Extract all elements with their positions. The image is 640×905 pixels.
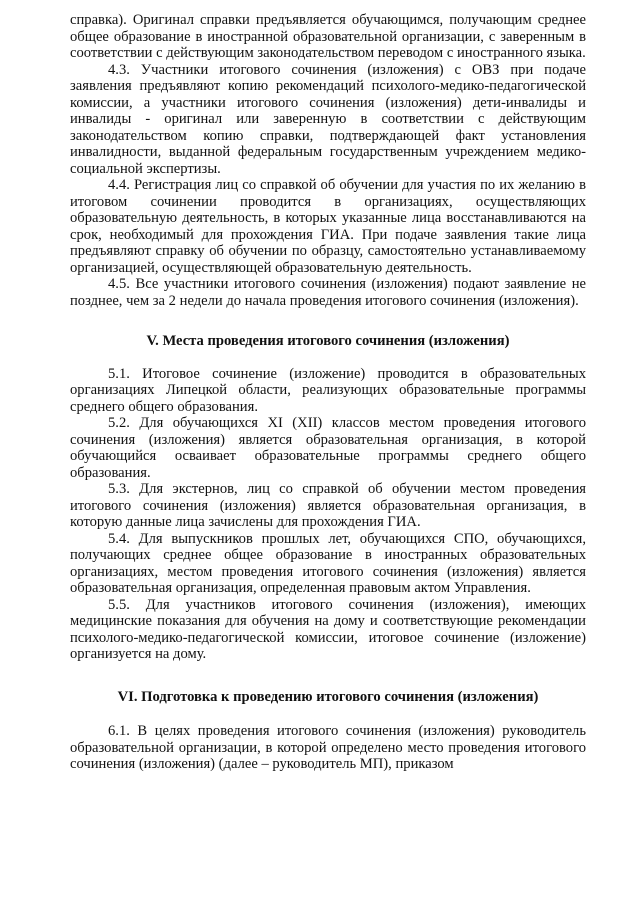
paragraph-4-4: 4.4. Регистрация лиц со справкой об обучении для участия по их желанию в итоговом сочинении проводится в организациях, осуществляющих образовательную деятельность, в которых указанные лица восстанавливаются на срок, необходимый для прохождения ГИА. При подаче заявления такие лица предъявляют справку об обучении по образцу, самостоятельно устанавливаемому организацией, осуществляющей образовательную деятельность.	[70, 177, 586, 276]
paragraph-5-5: 5.5. Для участников итогового сочинения (изложения), имеющих медицинские показания для обучения на дому и соответствующие рекомендации психолого-медико-педагогической комиссии, итоговое сочинение (изложение) организуется на дому.	[70, 596, 586, 662]
paragraph-4-5: 4.5. Все участники итогового сочинения (изложения) подают заявление не позднее, чем за 2 недели до начала проведения итогового сочинения (изложения).	[70, 276, 586, 309]
paragraph-5-3: 5.3. Для экстернов, лиц со справкой об обучении местом проведения итогового сочинения (изложения) является образовательная организация, в которую данные лица зачислены для прохождения ГИА.	[70, 481, 586, 530]
paragraph-continuation: справка). Оригинал справки предъявляется обучающимся, получающим среднее общее образование в иностранной образовательной организации, с заверенным в соответствии с действующим законодательством переводом с иностранного языка.	[70, 12, 586, 61]
paragraph-5-4: 5.4. Для выпускников прошлых лет, обучающихся СПО, обучающихся, получающих среднее общее образование в иностранных образовательных организациях, местом проведения итогового сочинения (изложения) является образовательная организация, определенная правовым актом Управления.	[70, 530, 586, 596]
section-heading-5: V. Места проведения итогового сочинения (изложения)	[146, 333, 510, 349]
paragraph-5-2: 5.2. Для обучающихся XI (XII) классов местом проведения итогового сочинения (изложения) является образовательная организация, в которой обучающийся осваивает образовательные программы среднего общего образования.	[70, 415, 586, 481]
section-heading-6: VI. Подготовка к проведению итогового сочинения (изложения)	[117, 688, 539, 705]
paragraph-6-1: 6.1. В целях проведения итогового сочинения (изложения) руководитель образовательной организации, в которой определено место проведения итогового сочинения (изложения) (далее – руководитель МП), приказом	[70, 723, 586, 772]
paragraph-4-3: 4.3. Участники итогового сочинения (изложения) с ОВЗ при подаче заявления предъявляют копию рекомендаций психолого-медико-педагогической комиссии, а участники итогового сочинения (изложения) дети-инвалиды и инвалиды - оригинал или заверенную в соответствии с действующим законодательством копию справки, подтверждающей факт установления инвалидности, выданной федеральным государственным учреждением медико-социальной экспертизы.	[70, 61, 586, 177]
paragraph-5-1: 5.1. Итоговое сочинение (изложение) проводится в образовательных организациях Липецкой области, реализующих образовательные программы среднего общего образования.	[70, 365, 586, 415]
